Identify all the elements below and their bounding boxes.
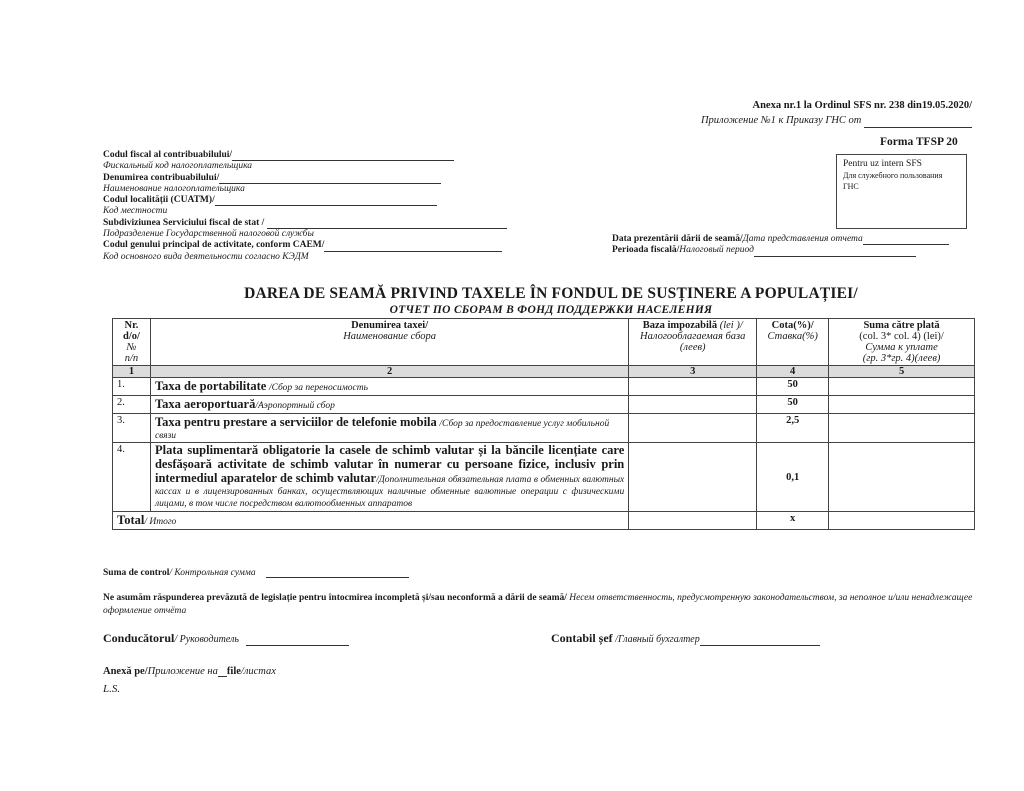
tax-name-cell: Taxa de portabilitate /Сбор за переносимость: [150, 378, 628, 396]
table-row: [113, 443, 975, 512]
stamp-place: L.S.: [103, 683, 121, 695]
tax-name-cell: Taxa pentru prestare a serviciilor de telefonie mobila /Сбор за предоставление услуг мобильной связи: [150, 414, 628, 443]
header-base: Baza impozabilă (lei )/ Налогооблагаемая база (леев): [629, 319, 757, 366]
base-cell[interactable]: [629, 396, 757, 414]
accountant-signature-field[interactable]: [700, 636, 820, 646]
subdivision-row: Subdiviziunea Serviciului fiscal de stat /: [103, 218, 573, 229]
control-sum-field[interactable]: [266, 568, 409, 578]
total-row: [113, 512, 975, 530]
taxpayer-info: [103, 150, 573, 263]
header-name: Denumirea taxei/ Наименование сбора: [150, 319, 628, 366]
director-signature-field[interactable]: [246, 636, 349, 646]
internal-use-box: [836, 154, 967, 229]
annex-reference: [642, 98, 972, 128]
taxpayer-name-ru: Наименование налогоплательщика: [103, 183, 245, 194]
header-nr: Nr. d/o/ № п/п: [113, 319, 151, 366]
disclaimer: Ne asumăm răspunderea prevăzută de legislație pentru întocmirea incompletă și/sau neconformă a dării de seamă/ Несем ответственность, предусмотренную законодательством, за неполное и/или ненадлежащее оформление отчёта: [103, 593, 973, 616]
fiscal-code-ru: Фискальный код налогоплательщика: [103, 161, 253, 172]
accountant-signature: Contabil șef /Главный бухгалтер: [551, 631, 820, 646]
row-number: 3.: [113, 414, 151, 443]
director-signature: Conducătorul/ Руководитель: [103, 631, 349, 646]
sum-cell[interactable]: [829, 396, 975, 414]
locality-row: Codul localității (CUATM)/: [103, 195, 573, 206]
tax-name-cell: Plata suplimentară obligatorie la casele de schimb valutar și la băncile licențiate care desfășoară activitate de schimb valutar în numerar cu persoane fizice, inclusiv prin intermediul aparatelor de schimb valutar/Дополнительная обязательная плата в обменных валютных кассах и в лицензированных банках, осуществляющих наличные обменные валютные операции с физическими лицами, в том числе посредством валютообменных аппаратов: [150, 443, 628, 512]
rate-cell: 2,5: [757, 414, 829, 443]
col-number: 5: [829, 366, 975, 378]
total-sum-cell[interactable]: [829, 512, 975, 530]
annex-line-ro: Anexa nr.1 la Ordinul SFS nr. 238 din19.05.2020/: [752, 100, 972, 111]
row-number: 1.: [113, 378, 151, 396]
total-base-cell[interactable]: [629, 512, 757, 530]
row-number: 4.: [113, 443, 151, 512]
col-number: 4: [757, 366, 829, 378]
table-header: [113, 319, 975, 366]
taxpayer-name-row: Denumirea contribuabilului/: [103, 173, 573, 184]
total-label: Total/ Итого: [113, 512, 629, 530]
report-dates: [612, 234, 972, 257]
internal-use-ro: Pentru uz intern SFS: [843, 159, 922, 169]
col-number: 1: [113, 366, 151, 378]
subdivision-field[interactable]: [267, 219, 507, 229]
fiscal-period-field[interactable]: [754, 247, 916, 257]
report-title: DAREA DE SEAMĂ PRIVIND TAXELE ÎN FONDUL DE SUSȚINERE A POPULAȚIEI/: [244, 285, 858, 302]
report-subtitle: ОТЧЕТ ПО СБОРАМ В ФОНД ПОДДЕРЖКИ НАСЕЛЕНИЯ: [389, 304, 713, 316]
fiscal-code-field[interactable]: [232, 151, 454, 161]
sum-cell[interactable]: [829, 443, 975, 512]
base-cell[interactable]: [629, 443, 757, 512]
sum-cell[interactable]: [829, 378, 975, 396]
tax-table: [112, 318, 975, 530]
activity-field[interactable]: [324, 242, 502, 252]
internal-use-ru: Для служебного пользования ГНС: [843, 171, 943, 191]
base-cell[interactable]: [629, 414, 757, 443]
rate-cell: 50: [757, 378, 829, 396]
col-number: 3: [629, 366, 757, 378]
locality-ru: Код местности: [103, 206, 168, 217]
form-code: Forma TFSP 20: [880, 136, 958, 148]
total-rate-cell: x: [757, 512, 829, 530]
fiscal-period-row: Perioada fiscală/Налоговый период: [612, 245, 972, 256]
annex-pages-field[interactable]: [218, 667, 227, 677]
activity-row: Codul genului principal de activitate, conform CAEM/: [103, 240, 573, 251]
base-cell[interactable]: [629, 378, 757, 396]
subdivision-ru: Подразделение Государственной налоговой службы: [103, 229, 314, 240]
row-number: 2.: [113, 396, 151, 414]
annex-date-line: [864, 118, 972, 128]
annex-line-ru: Приложение №1 к Приказу ГНС от: [642, 113, 972, 128]
annex-pages: Anexă pe/Приложение на file/листах: [103, 666, 276, 677]
rate-cell: 0,1: [757, 443, 829, 512]
table-row: [113, 396, 975, 414]
col-number: 2: [150, 366, 628, 378]
tax-name-cell: Taxa aeroportuară/Аэропортный сбор: [150, 396, 628, 414]
table-row: [113, 414, 975, 443]
control-sum-row: Suma de control/ Контрольная сумма: [103, 568, 409, 578]
column-numbers-row: [113, 366, 975, 378]
table-row: [113, 378, 975, 396]
presentation-date-field[interactable]: [863, 235, 949, 245]
header-sum: Suma către plată (col. 3* col. 4) (lei)/ Сумма к уплате (гр. 3*гр. 4)(леев): [829, 319, 975, 366]
presentation-date-row: Data prezentării dării de seamă/Дата представления отчета: [612, 234, 972, 245]
header-rate: Cota(%)/ Ставка(%): [757, 319, 829, 366]
sum-cell[interactable]: [829, 414, 975, 443]
fiscal-code-row: Codul fiscal al contribuabilului/: [103, 150, 573, 161]
rate-cell: 50: [757, 396, 829, 414]
activity-ru: Код основного вида деятельности согласно КЭДМ: [103, 251, 309, 262]
taxpayer-name-field[interactable]: [219, 174, 441, 184]
locality-field[interactable]: [215, 196, 437, 206]
